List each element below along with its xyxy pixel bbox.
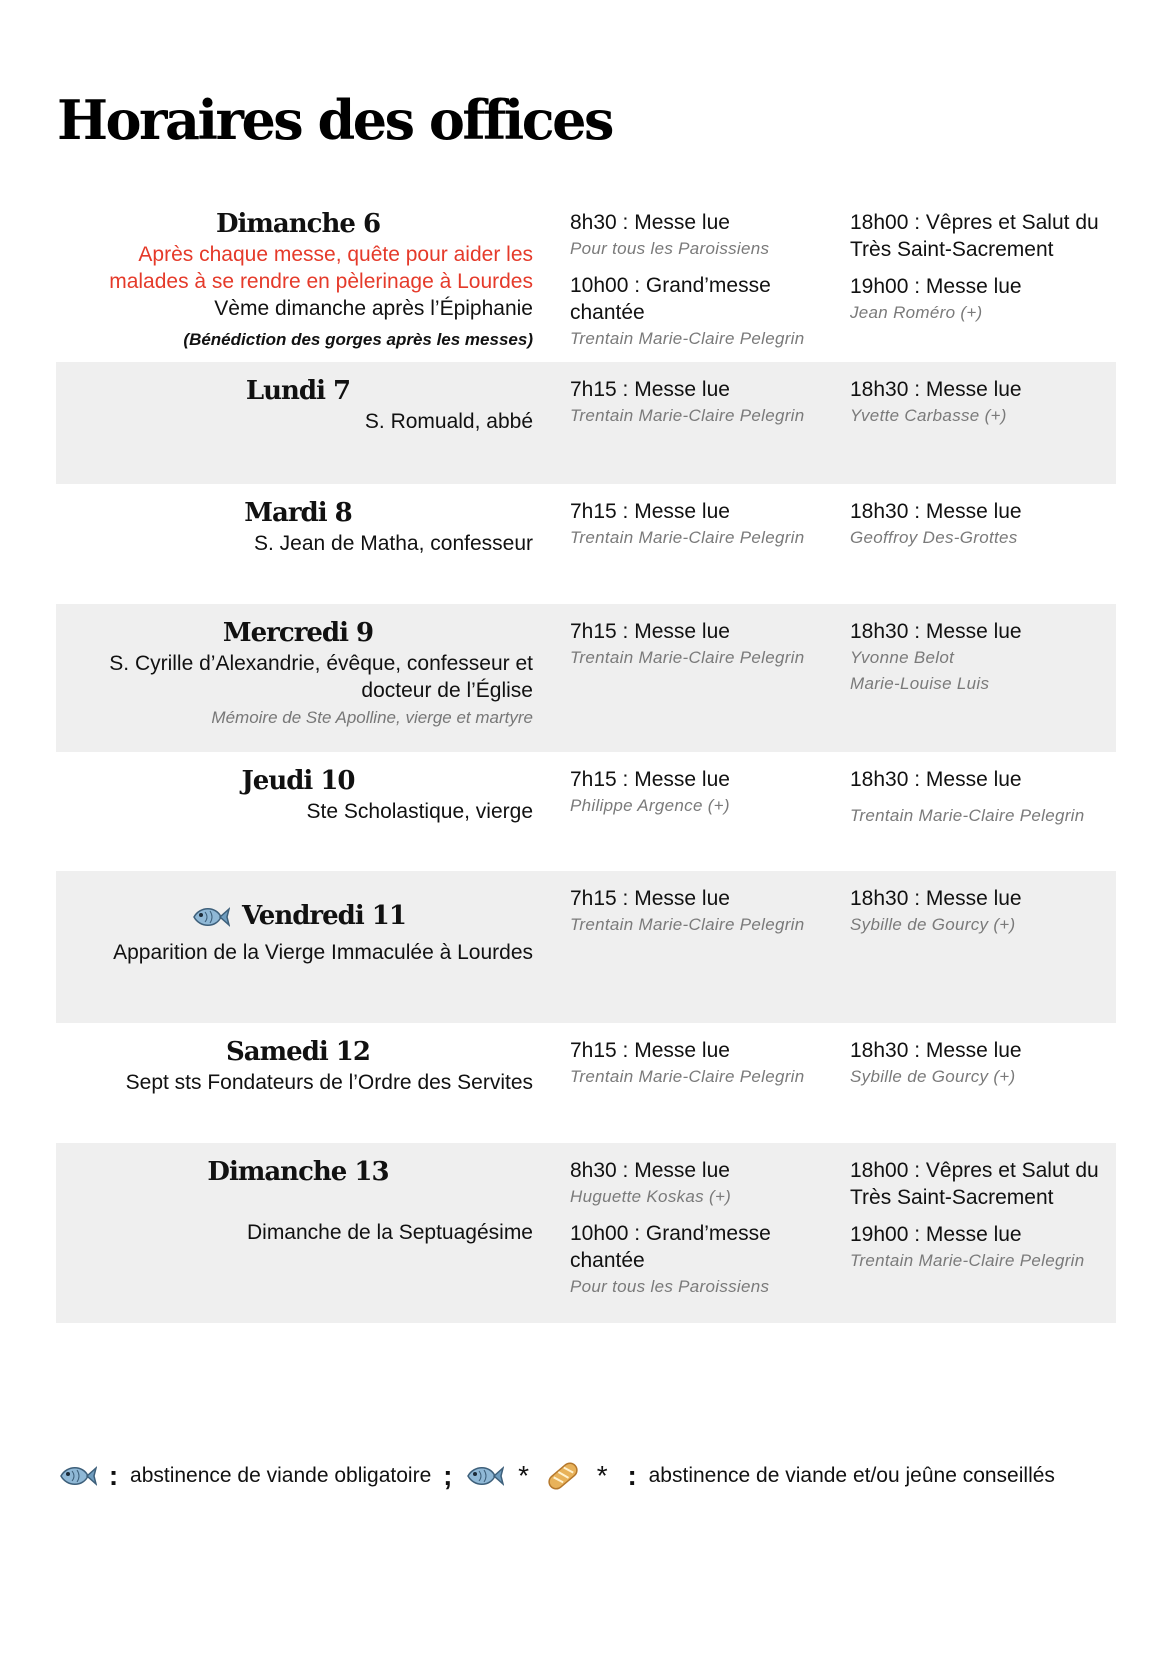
feast-label: S. Cyrille d’Alexandrie, évêque, confesseur et docteur de l’Église (109, 652, 533, 702)
day-row (56, 1023, 1116, 1143)
intention-note: Trentain Marie-Claire Pelegrin (850, 1251, 1085, 1270)
feast-label: Dimanche de la Septuagésime (246, 1221, 533, 1244)
intention-note: Sybille de Gourcy (+) (850, 915, 1016, 934)
service-time: 18h00 : Vêpres et Salut du Très Saint-Sacrement (850, 1159, 1099, 1209)
service-entry (850, 766, 1120, 829)
service-time: 19h00 : Messe lue (850, 275, 1022, 298)
service-time: 8h30 : Messe lue (570, 1159, 730, 1182)
service-entry (850, 1157, 1120, 1211)
morning-services (570, 209, 830, 362)
evening-services (850, 498, 1120, 561)
service-entry (570, 209, 830, 262)
morning-services (570, 618, 830, 681)
service-time: 10h00 : Grand’messe chantée (570, 1222, 771, 1272)
intention-note: Trentain Marie-Claire Pelegrin (570, 329, 805, 348)
day-info (63, 374, 533, 435)
intention-note: Trentain Marie-Claire Pelegrin (570, 915, 805, 934)
day-name: Mardi 8 (244, 498, 352, 528)
day-name: Jeudi 10 (241, 766, 355, 796)
service-entry (850, 1037, 1120, 1090)
intention-note: Trentain Marie-Claire Pelegrin (850, 806, 1085, 825)
day-row (56, 362, 1116, 484)
service-time: 18h30 : Messe lue (850, 378, 1022, 401)
service-entry (570, 272, 830, 352)
legend-colon: : (627, 1460, 637, 1491)
evening-services (850, 766, 1120, 839)
asterisk-icon: * (518, 1460, 530, 1491)
feast-label: Sept sts Fondateurs de l’Ordre des Servites (125, 1071, 533, 1094)
service-entry (570, 376, 830, 429)
feast-label: Vème dimanche après l’Épiphanie (214, 297, 533, 320)
day-info (63, 899, 533, 966)
service-time: 7h15 : Messe lue (570, 620, 730, 643)
intention-note: Geoffroy Des-Grottes (850, 528, 1018, 547)
service-time: 18h30 : Messe lue (850, 887, 1022, 910)
morning-services (570, 1157, 830, 1310)
announcement-text: Après chaque messe, quête pour aider les malades à se rendre en pèlerinage à Lourdes (109, 243, 533, 293)
intention-note: Pour tous les Paroissiens (570, 239, 770, 258)
day-info (63, 1155, 533, 1246)
service-entry (570, 766, 830, 819)
fish-icon (464, 1464, 504, 1487)
service-time: 7h15 : Messe lue (570, 500, 730, 523)
service-entry (570, 498, 830, 551)
intention-note: Huguette Koskas (+) (570, 1187, 732, 1206)
service-time: 18h00 : Vêpres et Salut du Très Saint-Sacrement (850, 211, 1099, 261)
day-row (56, 604, 1116, 752)
day-name: Lundi 7 (245, 376, 351, 406)
service-time: 7h15 : Messe lue (570, 768, 730, 791)
evening-services (850, 376, 1120, 439)
service-time: 7h15 : Messe lue (570, 1039, 730, 1062)
service-time: 18h30 : Messe lue (850, 620, 1022, 643)
service-time: 18h30 : Messe lue (850, 768, 1022, 791)
day-name: Dimanche 13 (207, 1157, 389, 1187)
intention-note: Sybille de Gourcy (+) (850, 1067, 1016, 1086)
service-time: 18h30 : Messe lue (850, 500, 1022, 523)
day-row (56, 484, 1116, 604)
feast-label: S. Jean de Matha, confesseur (254, 532, 533, 555)
day-name: Mercredi 9 (222, 618, 374, 648)
fish-icon (190, 901, 230, 931)
feast-label: Ste Scholastique, vierge (306, 800, 533, 823)
morning-services (570, 1037, 830, 1100)
page-title: Horaires des offices (57, 88, 612, 152)
day-info (63, 496, 533, 557)
intention-note: Jean Roméro (+) (850, 303, 983, 322)
intention-note: Yvette Carbasse (+) (850, 406, 1007, 425)
morning-services (570, 885, 830, 948)
evening-services (850, 618, 1120, 707)
legend-separator: ; (443, 1460, 453, 1491)
intention-note: Trentain Marie-Claire Pelegrin (570, 1067, 805, 1086)
evening-services (850, 209, 1120, 336)
commemoration-note: Mémoire de Ste Apolline, vierge et martyre (211, 708, 533, 727)
service-time: 7h15 : Messe lue (570, 887, 730, 910)
evening-services (850, 1037, 1120, 1100)
service-time: 7h15 : Messe lue (570, 378, 730, 401)
service-entry (850, 498, 1120, 551)
service-entry (570, 885, 830, 938)
day-row (56, 871, 1116, 1023)
service-time: 8h30 : Messe lue (570, 211, 730, 234)
day-name: Dimanche 6 (215, 209, 381, 239)
evening-services (850, 885, 1120, 948)
day-info (63, 207, 533, 353)
morning-services (570, 766, 830, 829)
service-entry (850, 885, 1120, 938)
service-entry (850, 273, 1120, 326)
intention-note: Trentain Marie-Claire Pelegrin (570, 648, 805, 667)
legend-text-obligatory: abstinence de viande obligatoire (130, 1464, 432, 1487)
blessing-note: (Bénédiction des gorges après les messes) (183, 330, 533, 349)
service-entry (850, 376, 1120, 429)
legend-colon: : (108, 1460, 119, 1491)
intention-note: Pour tous les Paroissiens (570, 1277, 770, 1296)
day-row (56, 1143, 1116, 1323)
morning-services (570, 498, 830, 561)
intention-note: Trentain Marie-Claire Pelegrin (570, 406, 805, 425)
day-info (63, 1035, 533, 1096)
day-name: Samedi 12 (226, 1037, 370, 1067)
evening-services (850, 1157, 1120, 1284)
day-row (56, 195, 1116, 362)
day-info (63, 616, 533, 731)
day-row (56, 752, 1116, 871)
intention-note: Philippe Argence (+) (570, 796, 730, 815)
legend (57, 1458, 1117, 1494)
intention-note: Marie-Louise Luis (850, 674, 990, 693)
feast-label: S. Romuald, abbé (364, 410, 533, 433)
day-name-text: Vendredi 11 (242, 901, 406, 931)
feast-label: Apparition de la Vierge Immaculée à Lourdes (113, 941, 533, 964)
service-time: 18h30 : Messe lue (850, 1039, 1022, 1062)
day-name (63, 899, 533, 933)
service-time: 19h00 : Messe lue (850, 1223, 1022, 1246)
service-entry (570, 1037, 830, 1090)
bread-icon (543, 1464, 589, 1487)
asterisk-icon: * (596, 1460, 608, 1491)
service-entry (570, 618, 830, 671)
intention-note: Trentain Marie-Claire Pelegrin (570, 528, 805, 547)
fish-icon (57, 1464, 97, 1487)
service-entry (570, 1157, 830, 1210)
service-entry (850, 1221, 1120, 1274)
day-info (63, 764, 533, 825)
service-time: 10h00 : Grand’messe chantée (570, 274, 771, 324)
intention-note: Yvonne Belot (850, 648, 955, 667)
service-entry (850, 209, 1120, 263)
service-entry (850, 618, 1120, 697)
schedule-table (56, 195, 1116, 1323)
service-entry (570, 1220, 830, 1300)
legend-text-advised: abstinence de viande et/ou jeûne conseillés (648, 1464, 1055, 1487)
morning-services (570, 376, 830, 439)
